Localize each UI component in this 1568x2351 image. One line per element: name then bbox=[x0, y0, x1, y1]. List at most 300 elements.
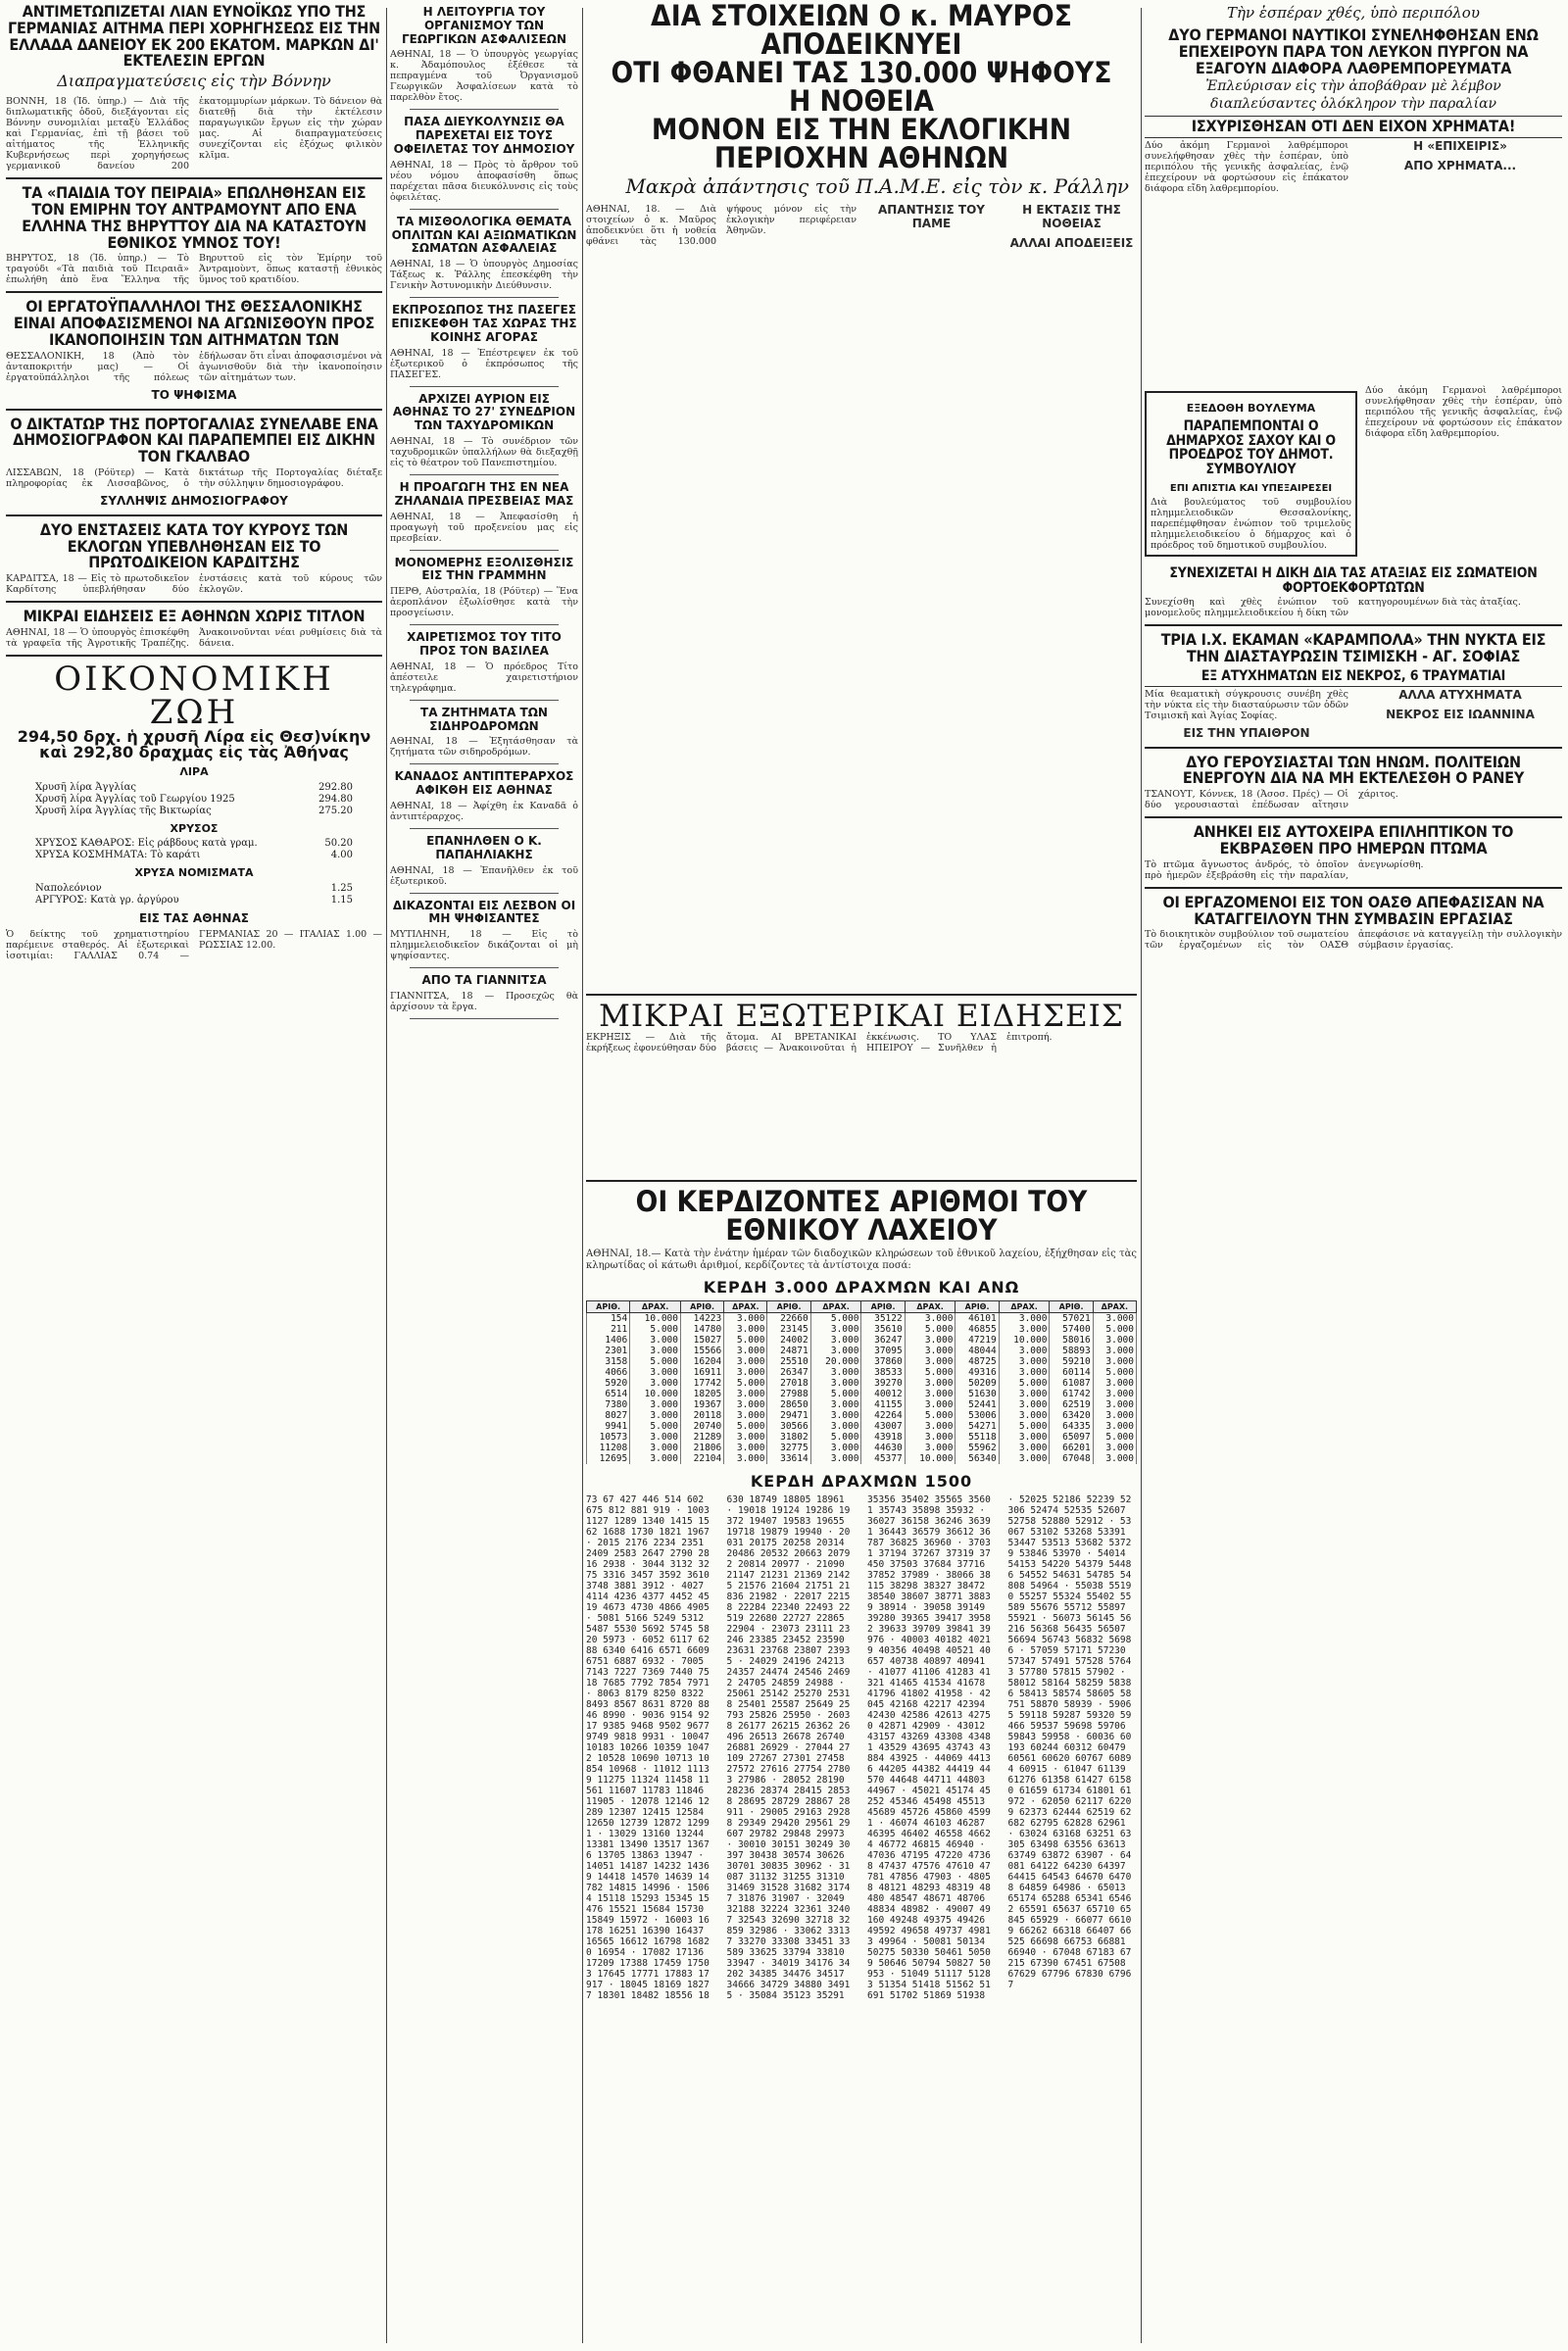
article-thessaloniki-workers bbox=[6, 299, 382, 402]
table-row bbox=[587, 1313, 1137, 1325]
lottery-amount-cell: 5.000 bbox=[810, 1389, 861, 1399]
lottery-header-amount: ΔΡΑΧ. bbox=[810, 1301, 861, 1313]
lottery-number-cell: 51630 bbox=[956, 1389, 999, 1399]
col2-article bbox=[390, 900, 578, 969]
lottery-number-cell: 48044 bbox=[956, 1346, 999, 1356]
lottery-number-cell: 23145 bbox=[767, 1324, 810, 1335]
lottery-header-amount: ΔΡΑΧ. bbox=[999, 1301, 1050, 1313]
lottery-number-cell: 62519 bbox=[1050, 1399, 1093, 1410]
col2-article bbox=[390, 304, 578, 386]
lottery-amount-cell: 3.000 bbox=[630, 1378, 681, 1389]
lottery-amount-cell: 3.000 bbox=[630, 1335, 681, 1346]
economic-rate-value: 294.80 bbox=[318, 793, 353, 805]
economic-rate-value: 4.00 bbox=[330, 850, 353, 861]
col2-article-headline: ΠΑΣΑ ΔΙΕΥΚΟΛΥΝΣΙΣ ΘΑ ΠΑΡΕΧΕΤΑΙ ΕΙΣ ΤΟΥΣ ΟΦΕΙΛΕΤΑΣ ΤΟΥ ΔΗΜΟΣΙΟΥ bbox=[393, 115, 575, 156]
col2-article-body: ΑΘΗΝΑΙ, 18 — Ὁ ὑπουργὸς γεωργίας κ. Ἀδαμόπουλος ἐξέθεσε τὰ πεπραγμένα τοῦ Ὀργανισμοῦ Γεωργικῶν Ἀσφαλίσεων κατὰ τὸ παρελθὸν ἔτος. bbox=[390, 49, 578, 104]
subhead-embezzlement: ΕΠΙ ΑΠΙΣΤΙΑ ΚΑΙ ΥΠΕΞΑΙΡΕΣΕΙ bbox=[1169, 482, 1333, 494]
lottery-amount-cell: 3.000 bbox=[905, 1335, 956, 1346]
lottery-header-number: ΑΡΙΘ. bbox=[587, 1301, 630, 1313]
lottery-amount-cell: 3.000 bbox=[1093, 1313, 1136, 1325]
economic-rate-row bbox=[6, 838, 382, 850]
table-row bbox=[587, 1324, 1137, 1335]
lottery-amount-cell: 5.000 bbox=[905, 1367, 956, 1378]
lottery-amount-cell: 3.000 bbox=[905, 1421, 956, 1432]
col2-article-body: ΑΘΗΝΑΙ, 18 — Ἀφίχθη ἐκ Καναδᾶ ὁ ἀντιπτέραρχος. bbox=[390, 800, 578, 822]
lottery-number-cell: 2301 bbox=[587, 1346, 630, 1356]
subhead-coast: διαπλεύσαντες ὁλόκληρον τὴν παραλίαν bbox=[1209, 96, 1497, 113]
lottery-header-number: ΑΡΙΘ. bbox=[956, 1301, 999, 1313]
headline-oasth: ΟΙ ΕΡΓΑΖΟΜΕΝΟΙ ΕΙΣ ΤΟΝ ΟΑΣΘ ΑΠΕΦΑΣΙΣΑΝ ΝΑ ΚΑΤΑΓΓΕΙΛΟΥΝ ΤΗΝ ΣΥΜΒΑΣΙΝ ΕΡΓΑΣΙΑΣ bbox=[1162, 892, 1544, 928]
lottery-amount-cell: 3.000 bbox=[999, 1389, 1050, 1399]
lottery-amount-cell: 3.000 bbox=[999, 1346, 1050, 1356]
table-row bbox=[587, 1389, 1137, 1399]
article-lottery bbox=[586, 1185, 1137, 2102]
headline-mavros-1: ΔΙΑ ΣΤΟΙΧΕΙΩΝ Ο κ. ΜΑΥΡΟΣ ΑΠΟΔΕΙΚΝΥΕΙ bbox=[651, 0, 1072, 61]
lottery-number-cell: 39270 bbox=[861, 1378, 905, 1389]
lottery-numbers-1500: 73 67 427 446 514 602 675 812 881 919 · 1003 1127 1289 1340 1415 1562 1688 1730 1821 1967 · 2015 2176 2234 2351 2409 2583 2647 2790 2816 2938 · 3044 3132 3275 3316 3457 3592 3610 3748 3881 3912 · 4027 4114 4236 4377 4452 4519 4673 4730 4866 4905 · 5081 5166 5249 5312 5487 5530 5692 5745 5820 5973 · 6052 6117 6288 6340 6416 6571 6609 6751 6887 6932 · 7005 7143 7227 7369 7440 7518 7685 7792 7854 7971 · 8063 8179 8250 8322 8493 8567 8631 8720 8846 8990 · 9036 9154 9217 9385 9468 9502 9677 9749 9818 9931 · 10047 10183 10266 10359 10472 10528 10690 10713 10854 10968 · 11012 11139 11275 11324 11458 11561 11607 11783 11846 11905 · 12078 12146 12289 12307 12415 12584 12650 12739 12872 12991 · 13029 13160 13244 13381 13490 13517 13676 13705 13863 13947 · 14051 14187 14232 14369 14418 14570 14639 14782 14815 14996 · 15064 15118 15293 15345 15476 15521 15684 15730 15849 15972 · 16003 16178 16251 16390 16437 16565 16612 16798 16820 16954 · 17082 17136 17209 17388 17459 17503 17645 17771 17883 17917 · 18045 18169 18277 18301 18482 18556 18630 18749 18805 18961 · 19018 19124 19286 19372 19407 19583 19655 19718 19879 19940 · 20031 20175 20258 20314 20486 20532 20663 20792 20814 20977 · 21090 21147 21231 21369 21425 21576 21604 21751 21836 21982 · 22017 22158 22284 22340 22493 22519 22680 22727 22865 22904 · 23073 23111 23246 23385 23452 23590 23631 23768 23807 23935 · 24029 24196 24213 24357 24474 24546 24692 24705 24859 24988 · 25061 25142 25270 25318 25401 25587 25649 25793 25826 25950 · 26038 26177 26215 26362 26496 26513 26678 26740 26881 26929 · 27044 27109 27267 27301 27458 27572 27616 27754 27803 27986 · 28052 28190 28236 28374 28415 28538 28695 28729 28867 28911 · 29005 29163 29288 29349 29420 29561 29607 29782 29848 29973 · 30010 30151 30249 30397 30438 30574 30626 30701 30835 30962 · 31087 31132 31255 31310 31469 31528 31682 31747 31876 31907 · 32049 32188 32224 32361 32407 32543 32690 32718 32859 32986 · 33062 33137 33270 33308 33451 33589 33625 33794 33810 33947 · 34019 34176 34202 34385 34476 34517 34666 34729 34880 34915 · 35084 35123 35291 35356 35402 35565 35601 35743 35898 35932 · 36027 36158 36246 36391 36443 36579 36612 36787 36825 36960 · 37031 37194 37267 37319 37450 37503 37684 37716 37852 37989 · 38066 38115 38298 38327 38472 38540 38607 38771 38839 38914 · 39058 39149 39280 39365 39417 39582 39633 39709 39841 39976 · 40003 40182 40219 40356 40498 40521 40657 40738 40897 40941 · 41077 41106 41283 41321 41465 41534 41678 41796 41802 41958 · 42045 42168 42217 42394 42430 42586 42613 42750 42871 42909 · 43012 43157 43269 43308 43481 43529 43695 43743 43884 43925 · 44069 44136 44205 44382 44419 44570 44648 44711 44803 44967 · 45021 45174 45252 45346 45498 45513 45689 45726 45860 45991 · 46074 46103 46287 46395 46402 46558 46624 46772 46815 46940 · 47036 47195 47220 47368 47437 47576 47610 47781 47856 47903 · 48058 48121 48293 48319 48480 48547 48671 48706 48834 48982 · 49007 49160 49248 49375 49426 49592 49658 49737 49813 49964 · 50081 50134 50275 50330 50461 50509 50646 50794 50827 50953 · 51049 51117 51283 51354 51418 51562 51691 51702 51869 51938 · 52025 52186 52239 52306 52474 52535 52607 52758 52880 52912 · 53067 53102 53268 53391 53447 53513 53682 53729 53846 53970 · 54014 54153 54220 54379 54486 54552 54631 54785 54808 54964 · 55038 55190 55257 55324 55402 55589 55676 55712 55897 55921 · 56073 56145 56216 56368 56435 56507 56694 56743 56832 56986 · 57059 57171 57230 57347 57491 57528 57643 57780 57815 57902 · 58012 58164 58259 58386 58413 58574 58605 58751 58870 58939 · 59065 59118 59287 59320 59466 59537 59698 59706 59843 59958 · 60036 60193 60244 60312 60479 60561 60620 60767 60894 60915 · 61047 61139 61276 61358 61427 61580 61659 61734 61801 61972 · 62050 62117 62209 62373 62444 62519 62682 62795 62828 62961 · 63024 63168 63251 63305 63498 63556 63613 63749 63872 63907 · 64081 64122 64230 64397 64415 64543 64670 64708 64859 64986 · 65013 65174 65288 65341 65462 65591 65637 65710 65845 65929 · 66077 66109 66262 66318 66407 66525 66698 66753 66881 66940 · 67048 67183 67215 67390 67451 67508 67629 67796 67830 67967 bbox=[586, 1494, 1132, 2001]
subtitle-arrest: ΣΥΛΛΗΨΙΣ ΔΗΜΟΣΙΟΓΡΑΦΟΥ bbox=[100, 493, 288, 508]
lottery-header-amount: ΔΡΑΧ. bbox=[1093, 1301, 1136, 1313]
body-german-loan: ΒΟΝΝΗ, 18 (Ἰδ. ὑπηρ.) — Διὰ τῆς διπλωματικῆς ὁδοῦ, διεξάγονται εἰς Βόννην συνομιλίαι μεταξὺ Ἑλλάδος καὶ Γερμανίας, ἐπὶ τῇ βάσει τοῦ αἰτήματος τῆς Ἑλληνικῆς Κυβερνήσεως περὶ χορηγήσεως γερμανικοῦ δανείου 200 ἑκατομμυρίων μάρκων. Τὸ δάνειον θὰ διατεθῇ διὰ τὴν ἐκτέλεσιν παραγωγικῶν ἔργων εἰς τὴν χώραν μας. Αἱ διαπραγματεύσεις συνεχίζονται εἰς ἐξόχως φιλικὸν κλῖμα. bbox=[6, 96, 382, 172]
col2-article-body: ΑΘΗΝΑΙ, 18 — Ἀπεφασίσθη ἡ προαγωγὴ τοῦ προξενείου μας εἰς πρεσβείαν. bbox=[390, 511, 578, 544]
top-italic-line: Τὴν ἑσπέραν χθές, ὑπὸ περιπόλου bbox=[1227, 4, 1480, 22]
lottery-amount-cell: 3.000 bbox=[999, 1313, 1050, 1325]
lottery-amount-cell: 3.000 bbox=[1093, 1443, 1136, 1453]
col2-article bbox=[390, 770, 578, 829]
lottery-amount-cell: 3.000 bbox=[999, 1453, 1050, 1464]
lottery-number-cell: 18205 bbox=[681, 1389, 724, 1399]
lottery-number-cell: 15027 bbox=[681, 1335, 724, 1346]
table-row bbox=[587, 1367, 1137, 1378]
economic-life-title: ΟΙΚΟΝΟΜΙΚΗ ΖΩΗ bbox=[54, 659, 334, 732]
col2-article-headline: ΑΡΧΙΖΕΙ ΑΥΡΙΟΝ ΕΙΣ ΑΘΗΝΑΣ ΤΟ 27' ΣΥΝΕΔΡΙΟΝ ΤΩΝ ΤΑΧΥΔΡΟΜΙΚΩΝ bbox=[392, 391, 576, 433]
lottery-number-cell: 14780 bbox=[681, 1324, 724, 1335]
headline-porters: ΣΥΝΕΧΙΖΕΤΑΙ Η ΔΙΚΗ ΔΙΑ ΤΑΣ ΑΤΑΞΙΑΣ ΕΙΣ ΣΩΜΑΤΕΙΟΝ ΦΟΡΤΟΕΚΦΟΡΤΩΤΩΝ bbox=[1169, 565, 1538, 596]
subtitle-other-accidents: ΑΛΛΑ ΑΤΥΧΗΜΑΤΑ bbox=[1398, 687, 1522, 702]
col2-article-body: ΑΘΗΝΑΙ, 18 — Ὁ πρόεδρος Τίτο ἀπέστειλε χαιρετιστήριον τηλεγράφημα. bbox=[390, 661, 578, 694]
lottery-number-cell: 54271 bbox=[956, 1421, 999, 1432]
lottery-number-cell: 26347 bbox=[767, 1367, 810, 1378]
lottery-amount-cell: 3.000 bbox=[999, 1443, 1050, 1453]
table-row bbox=[587, 1356, 1137, 1367]
lottery-number-cell: 27018 bbox=[767, 1378, 810, 1389]
lottery-amount-cell: 5.000 bbox=[905, 1410, 956, 1421]
lottery-amount-cell: 3.000 bbox=[810, 1410, 861, 1421]
lottery-amount-cell: 5.000 bbox=[630, 1324, 681, 1335]
col2-article-body: ΑΘΗΝΑΙ, 18 — Ἐπέστρεψεν ἐκ τοῦ ἐξωτερικοῦ ὁ ἐκπρόσωπος τῆς ΠΑΣΕΓΕΣ. bbox=[390, 347, 578, 380]
col2-article-headline: ΧΑΙΡΕΤΙΣΜΟΣ ΤΟΥ ΤΙΤΟ ΠΡΟΣ ΤΟΝ ΒΑΣΙΛΕΑ bbox=[407, 630, 562, 658]
lottery-number-cell: 16911 bbox=[681, 1367, 724, 1378]
lottery-amount-cell: 5.000 bbox=[724, 1421, 767, 1432]
lottery-number-cell: 53006 bbox=[956, 1410, 999, 1421]
lottery-amount-cell: 3.000 bbox=[630, 1432, 681, 1443]
lottery-number-cell: 154 bbox=[587, 1313, 630, 1325]
table-row bbox=[587, 1432, 1137, 1443]
lottery-number-cell: 17742 bbox=[681, 1378, 724, 1389]
body-piraeus-song: ΒΗΡΥΤΟΣ, 18 (Ἰδ. ὑπηρ.) — Τὸ τραγούδι «Τὰ παιδιὰ τοῦ Πειραιᾶ» ἐπωλήθη ἀπὸ ἕνα Ἕλληνα τῆς Βηρυττοῦ εἰς τὸν Ἐμίρην τοῦ Ἀντραμοὺντ, ὅπως καταστῇ ἐθνικὸς ὕμνος τοῦ κρατιδίου. bbox=[6, 253, 382, 286]
lottery-amount-cell: 3.000 bbox=[810, 1453, 861, 1464]
economic-rate-value: 50.20 bbox=[324, 838, 353, 850]
lottery-number-cell: 32775 bbox=[767, 1443, 810, 1453]
lottery-number-cell: 3158 bbox=[587, 1356, 630, 1367]
lottery-number-cell: 9941 bbox=[587, 1421, 630, 1432]
col2-article-headline: ΤΑ ΜΙΣΘΟΛΟΓΙΚΑ ΘΕΜΑΤΑ ΟΠΛΙΤΩΝ ΚΑΙ ΑΞΙΩΜΑΤΙΚΩΝ ΣΩΜΑΤΩΝ ΑΣΦΑΛΕΙΑΣ bbox=[391, 214, 577, 256]
lottery-number-cell: 20118 bbox=[681, 1410, 724, 1421]
lottery-amount-cell: 3.000 bbox=[630, 1443, 681, 1453]
subtitle-countryside: ΕΙΣ ΤΗΝ ΥΠΑΙΘΡΟΝ bbox=[1183, 725, 1310, 740]
lottery-number-cell: 49316 bbox=[956, 1367, 999, 1378]
col2-article-body: ΜΥΤΙΛΗΝΗ, 18 — Εἰς τὸ πλημμελειοδικεῖον δικάζονται οἱ μὴ ψηφίσαντες. bbox=[390, 929, 578, 962]
body-mavros: ΑΘΗΝΑΙ, 18. — Διὰ στοιχείων ὁ κ. Μαῦρος ἀποδεικνύει ὅτι ἡ νοθεία φθάνει τὰς 130.000 ψήφους μόνον εἰς τὴν ἐκλογικὴν περιφέρειαν Ἀθηνῶν. ΑΠΑΝΤΗΣΙΣ ΤΟΥ ΠΑΜΕ Η ΕΚΤΑΣΙΣ ΤΗΣ ΝΟΘΕΙΑΣ ΑΛΛΑΙ ΑΠΟΔΕΙΞΕΙΣ bbox=[586, 204, 1137, 988]
lottery-number-cell: 6514 bbox=[587, 1389, 630, 1399]
col2-article-headline: Η ΠΡΟΑΓΩΓΗ ΤΗΣ ΕΝ ΝΕΑ ΖΗΛΑΝΔΙΑ ΠΡΕΣΒΕΙΑΣ ΜΑΣ bbox=[394, 479, 574, 508]
lottery-number-cell: 35122 bbox=[861, 1313, 905, 1325]
economic-footer-title: ΕΙΣ ΤΑΣ ΑΘΗΝΑΣ bbox=[139, 910, 249, 925]
col2-article-body: ΑΘΗΝΑΙ, 18 — Ὁ ὑπουργὸς Δημοσίας Τάξεως κ. Ῥάλλης ἐπεσκέφθη τὴν Γενικὴν Ἀστυνομικὴν Διεύθυνσιν. bbox=[390, 259, 578, 292]
economic-rate-label: Χρυσῆ λίρα Ἀγγλίας bbox=[35, 781, 136, 793]
column-4 bbox=[1145, 0, 1562, 2351]
lottery-number-cell: 65097 bbox=[1050, 1432, 1093, 1443]
lottery-number-cell: 59210 bbox=[1050, 1356, 1093, 1367]
lottery-amount-cell: 5.000 bbox=[810, 1432, 861, 1443]
economic-rate-row bbox=[6, 782, 382, 794]
lottery-amount-cell: 3.000 bbox=[724, 1367, 767, 1378]
lottery-amount-cell: 3.000 bbox=[630, 1367, 681, 1378]
lottery-title-3000: ΚΕΡΔΗ 3.000 ΔΡΑΧΜΩΝ ΚΑΙ ΑΝΩ bbox=[703, 1278, 1020, 1297]
lottery-number-cell: 24871 bbox=[767, 1346, 810, 1356]
lottery-amount-cell: 3.000 bbox=[1093, 1356, 1136, 1367]
table-row bbox=[587, 1378, 1137, 1389]
lottery-number-cell: 46101 bbox=[956, 1313, 999, 1325]
body-porters: Συνεχίσθη καὶ χθὲς ἐνώπιον τοῦ μονομελοῦς πλημμελειοδικείου ἡ δίκη τῶν κατηγορουμένων διὰ τὰς ἀταξίας. bbox=[1145, 597, 1521, 619]
lottery-amount-cell: 5.000 bbox=[810, 1313, 861, 1325]
lottery-amount-cell: 10.000 bbox=[630, 1313, 681, 1325]
lottery-number-cell: 27988 bbox=[767, 1389, 810, 1399]
col2-article-body: ΓΙΑΝΝΙΤΣΑ, 18 — Προσεχῶς θὰ ἀρχίσουν τὰ ἔργα. bbox=[390, 990, 578, 1012]
subtitle-ioannina: ΝΕΚΡΟΣ ΕΙΣ ΙΩΑΝΝΙΝΑ bbox=[1386, 707, 1535, 721]
lottery-number-cell: 55118 bbox=[956, 1432, 999, 1443]
lottery-amount-cell: 3.000 bbox=[1093, 1346, 1136, 1356]
col2-article-headline: ΤΑ ΖΗΤΗΜΑΤΑ ΤΩΝ ΣΙΔΗΡΟΔΡΟΜΩΝ bbox=[420, 705, 548, 733]
col2-article-headline: ΔΙΚΑΖΟΝΤΑΙ ΕΙΣ ΛΕΣΒΟΝ ΟΙ ΜΗ ΨΗΦΙΣΑΝΤΕΣ bbox=[392, 898, 576, 926]
lottery-amount-cell: 3.000 bbox=[1093, 1410, 1136, 1421]
lottery-number-cell: 45377 bbox=[861, 1453, 905, 1464]
column-1 bbox=[6, 0, 382, 2351]
economic-footer-text: Ὁ δείκτης τοῦ χρηματιστηρίου παρέμεινε σταθερός. Αἱ ἐξωτερικαὶ ἰσοτιμίαι: ΓΑΛΛΙΑΣ 0.74 — ΓΕΡΜΑΝΙΑΣ 20 — ΙΤΑΛΙΑΣ 1.00 — ΡΩΣΣΙΑΣ 12.00. bbox=[6, 928, 382, 961]
lottery-amount-cell: 3.000 bbox=[810, 1324, 861, 1335]
lottery-amount-cell: 3.000 bbox=[630, 1399, 681, 1410]
col2-article-body: ΑΘΗΝΑΙ, 18 — Τὸ συνέδριον τῶν ταχυδρομικῶν ὑπαλλήλων θὰ διεξαχθῇ εἰς τὸ θέατρον τοῦ Πανεπιστημίου. bbox=[390, 435, 578, 468]
economic-rate-label: Χρυσῆ λίρα Ἀγγλίας τῆς Βικτωρίας bbox=[35, 805, 212, 816]
lottery-amount-cell: 3.000 bbox=[810, 1443, 861, 1453]
lottery-amount-cell: 3.000 bbox=[810, 1378, 861, 1389]
article-corpse bbox=[1145, 824, 1562, 881]
headline-corpse: ΑΝΗΚΕΙ ΕΙΣ ΑΥΤΟΧΕΙΡΑ ΕΠΙΛΗΠΤΙΚΟΝ ΤΟ ΕΚΒΡΑΣΘΕΝ ΠΡΟ ΗΜΕΡΩΝ ΠΤΩΜΑ bbox=[1193, 822, 1514, 857]
col2-article bbox=[390, 116, 578, 209]
lottery-number-cell: 40012 bbox=[861, 1389, 905, 1399]
lottery-amount-cell: 10.000 bbox=[999, 1335, 1050, 1346]
economic-rate-label: ΧΡΥΣΑ ΚΟΣΜΗΜΑΤΑ: Τὸ καράτι bbox=[35, 850, 201, 861]
body-foreign-news: ΕΚΡΗΞΙΣ — Διὰ τῆς ἐκρήξεως ἐφονεύθησαν δύο ἄτομα. ΑΙ ΒΡΕΤΑΝΙΚΑΙ βάσεις — Ἀνακοινοῦται ἡ ἐκκένωσις. ΤΟ ΥΛΑΣ ΗΠΕΙΡΟΥ — Συνῆλθεν ἡ ἐπιτροπή. bbox=[586, 1032, 1053, 1053]
col2-article-headline: ΚΑΝΑΔΟΣ ΑΝΤΙΠΤΕΡΑΡΧΟΣ ΑΦΙΚΘΗ ΕΙΣ ΑΘΗΝΑΣ bbox=[394, 769, 574, 798]
lottery-amount-cell: 3.000 bbox=[1093, 1399, 1136, 1410]
article-senators bbox=[1145, 752, 1562, 811]
lottery-number-cell: 8027 bbox=[587, 1410, 630, 1421]
lottery-amount-cell: 5.000 bbox=[724, 1335, 767, 1346]
economic-life-section bbox=[6, 659, 382, 961]
lottery-number-cell: 21806 bbox=[681, 1443, 724, 1453]
table-row bbox=[587, 1399, 1137, 1410]
lottery-number-cell: 61742 bbox=[1050, 1389, 1093, 1399]
lottery-amount-cell: 3.000 bbox=[1093, 1378, 1136, 1389]
lottery-amount-cell: 3.000 bbox=[724, 1453, 767, 1464]
economic-section-title: ΧΡΥΣΟΣ bbox=[170, 821, 219, 835]
body-german-sailors: Δύο ἀκόμη Γερμανοὶ λαθρέμποροι συνελήφθησαν χθὲς τὴν ἑσπέραν, ὑπὸ περιπόλου τῆς γενικῆς ἀσφαλείας, ἐνῷ ἐπεχείρουν νὰ φορτώσουν εἰς ἐπάκατον διάφορα εἴδη λαθρεμπορίου. Η «ΕΠΙΧΕΙΡΙΣ» ΑΠΟ ΧΡΗΜΑΤΑ... bbox=[1145, 140, 1562, 385]
lottery-amount-cell: 3.000 bbox=[1093, 1453, 1136, 1464]
headline-mavros-3: ΜΟΝΟΝ ΕΙΣ ΤΗΝ ΕΚΛΟΓΙΚΗΝ ΠΕΡΙΟΧΗΝ ΑΘΗΝΩΝ bbox=[651, 113, 1072, 174]
lottery-amount-cell: 5.000 bbox=[630, 1421, 681, 1432]
table-row bbox=[587, 1335, 1137, 1346]
lottery-number-cell: 58893 bbox=[1050, 1346, 1093, 1356]
lottery-amount-cell: 3.000 bbox=[630, 1453, 681, 1464]
lottery-number-cell: 12695 bbox=[587, 1453, 630, 1464]
lottery-amount-cell: 5.000 bbox=[1093, 1432, 1136, 1443]
lottery-header-number: ΑΡΙΘ. bbox=[767, 1301, 810, 1313]
subtitle-money: ΑΠΟ ΧΡΗΜΑΤΑ... bbox=[1403, 158, 1517, 172]
table-row bbox=[587, 1443, 1137, 1453]
lottery-number-cell: 42264 bbox=[861, 1410, 905, 1421]
lottery-number-cell: 36247 bbox=[861, 1335, 905, 1346]
lottery-amount-cell: 5.000 bbox=[1093, 1367, 1136, 1378]
lottery-amount-cell: 10.000 bbox=[905, 1453, 956, 1464]
lottery-amount-cell: 3.000 bbox=[810, 1346, 861, 1356]
lottery-amount-cell: 3.000 bbox=[999, 1324, 1050, 1335]
headline-karditsa: ΔΥΟ ΕΝΣΤΑΣΕΙΣ ΚΑΤΑ ΤΟΥ ΚΥΡΟΥΣ ΤΩΝ ΕΚΛΟΓΩΝ ΥΠΕΒΛΗΘΗΣΑΝ ΕΙΣ ΤΟ ΠΡΩΤΟΔΙΚΕΙΟΝ ΚΑΡΔΙΤΣΗΣ bbox=[39, 519, 349, 572]
lottery-number-cell: 15566 bbox=[681, 1346, 724, 1356]
col2-article-headline: ΕΠΑΝΗΛΘΕΝ Ο Κ. ΠΑΠΑΗΛΙΑΚΗΣ bbox=[426, 833, 542, 861]
lottery-amount-cell: 5.000 bbox=[905, 1324, 956, 1335]
lottery-amount-cell: 3.000 bbox=[724, 1432, 767, 1443]
article-athens-short bbox=[6, 609, 382, 649]
lottery-header-amount: ΔΡΑΧ. bbox=[630, 1301, 681, 1313]
lottery-amount-cell: 3.000 bbox=[724, 1356, 767, 1367]
lottery-number-cell: 29471 bbox=[767, 1410, 810, 1421]
col2-article bbox=[390, 835, 578, 894]
economic-section-title: ΧΡΥΣΑ ΝΟΜΙΣΜΑΤΑ bbox=[134, 866, 254, 880]
column-2-articles bbox=[390, 6, 578, 1019]
economic-rate-row bbox=[6, 883, 382, 895]
lottery-number-cell: 43918 bbox=[861, 1432, 905, 1443]
lottery-amount-cell: 10.000 bbox=[630, 1389, 681, 1399]
lottery-amount-cell: 3.000 bbox=[810, 1367, 861, 1378]
economic-rate-row bbox=[6, 794, 382, 806]
strip-no-money: ΙΣΧΥΡΙΣΘΗΣΑΝ ΟΤΙ ΔΕΝ ΕΙΧΟΝ ΧΡΗΜΑΤΑ! bbox=[1145, 116, 1562, 138]
lottery-number-cell: 50209 bbox=[956, 1378, 999, 1389]
lottery-amount-cell: 3.000 bbox=[1093, 1389, 1136, 1399]
subtitle-enterprise: Η «ΕΠΙΧΕΙΡΙΣ» bbox=[1413, 140, 1507, 154]
body-senators: ΤΣΑΝΟΥΤ, Κόννεκ, 18 (Ἀσοσ. Πρές) — Οἱ δύο γερουσιασταὶ ἐπέδωσαν αἴτησιν χάριτος. bbox=[1145, 789, 1398, 811]
subhead-accidents: ΕΞ ΑΤΥΧΗΜΑΤΩΝ ΕΙΣ ΝΕΚΡΟΣ, 6 ΤΡΑΥΜΑΤΙΑΙ bbox=[1145, 669, 1562, 687]
lottery-amount-cell: 3.000 bbox=[905, 1346, 956, 1356]
economic-rate-value: 275.20 bbox=[318, 805, 353, 816]
headline-lottery: ΟΙ ΚΕΡΔΙΖΟΝΤΕΣ ΑΡΙΘΜΟΙ ΤΟΥ ΕΘΝΙΚΟΥ ΛΑΧΕΙΟΥ bbox=[635, 1185, 1088, 1247]
table-row bbox=[587, 1453, 1137, 1464]
col2-article-body: ΠΕΡΘ, Αὐστραλία, 18 (Ρόϋτερ) — Ἕνα ἀεροπλάνον ἐξωλίσθησε κατὰ τὴν προσγείωσιν. bbox=[390, 586, 578, 619]
lottery-amount-cell: 3.000 bbox=[724, 1313, 767, 1325]
lottery-number-cell: 63420 bbox=[1050, 1410, 1093, 1421]
lottery-amount-cell: 3.000 bbox=[999, 1432, 1050, 1443]
body-thessaloniki-workers: ΘΕΣΣΑΛΟΝΙΚΗ, 18 (Ἀπὸ τὸν ἀνταποκριτήν μας) — Οἱ ἐργατοϋπάλληλοι τῆς πόλεως ἐδήλωσαν ὅτι εἶναι ἀποφασισμένοι νὰ ἀγωνισθοῦν διὰ τὴν ἱκανοποίησιν τῶν αἰτημάτων των. bbox=[6, 350, 382, 383]
article-portugal bbox=[6, 416, 382, 509]
economic-rate-label: ΧΡΥΣΟΣ ΚΑΘΑΡΟΣ: Εἰς ράβδους κατὰ γραμ. bbox=[35, 838, 258, 850]
lottery-number-cell: 30566 bbox=[767, 1421, 810, 1432]
article-piraeus-song bbox=[6, 185, 382, 285]
headline-athens-short: ΜΙΚΡΑΙ ΕΙΔΗΣΕΙΣ ΕΞ ΑΘΗΝΩΝ ΧΩΡΙΣ ΤΙΤΛΟΝ bbox=[23, 607, 366, 626]
article-porters bbox=[1145, 566, 1562, 618]
lottery-amount-cell: 3.000 bbox=[905, 1356, 956, 1367]
col2-article bbox=[390, 216, 578, 298]
col2-article-body: ΑΘΗΝΑΙ, 18 — Ἐξητάσθησαν τὰ ζητήματα τῶν σιδηροδρόμων. bbox=[390, 736, 578, 759]
lottery-number-cell: 22660 bbox=[767, 1313, 810, 1325]
lottery-number-cell: 64335 bbox=[1050, 1421, 1093, 1432]
economic-rate-label: Χρυσῆ λίρα Ἀγγλίας τοῦ Γεωργίου 1925 bbox=[35, 793, 235, 805]
article-foreign-news bbox=[586, 999, 1137, 1174]
economic-rate-value: 1.15 bbox=[330, 894, 353, 906]
lottery-number-cell: 55962 bbox=[956, 1443, 999, 1453]
col2-article bbox=[390, 6, 578, 110]
lottery-amount-cell: 3.000 bbox=[724, 1389, 767, 1399]
article-carambola bbox=[1145, 632, 1562, 740]
economic-rate-label: ΑΡΓΥΡΟΣ: Κατὰ γρ. ἀργύρου bbox=[35, 894, 179, 906]
body-athens-short: ΑΘΗΝΑΙ, 18 — Ὁ ὑπουργὸς ἐπισκέφθη τὰ γραφεῖα τῆς Ἀγροτικῆς Τραπέζης. Ἀνακοινοῦνται νέαι ρυθμίσεις διὰ τὰ δάνεια. bbox=[6, 626, 382, 649]
lottery-amount-cell: 3.000 bbox=[905, 1313, 956, 1325]
body-carambola: Μία θεαματικὴ σύγκρουσις συνέβη χθὲς τὴν νύκτα εἰς τὴν διασταύρωσιν τῶν ὁδῶν Τσιμισκῆ καὶ Ἁγίας Σοφίας. ΕΙΣ ΤΗΝ ΥΠΑΙΘΡΟΝ ΑΛΛΑ ΑΤΥΧΗΜΑΤΑ ΝΕΚΡΟΣ ΕΙΣ ΙΩΑΝΝΙΝΑ bbox=[1145, 689, 1562, 741]
lottery-number-cell: 37860 bbox=[861, 1356, 905, 1367]
body-corpse: Τὸ πτῶμα ἄγνωστος ἀνδρός, τὸ ὁποῖον πρὸ ἡμερῶν ἐξεβράσθη εἰς τὴν παραλίαν, ἀνεγνωρίσθη. bbox=[1145, 858, 1424, 881]
lottery-number-cell: 46855 bbox=[956, 1324, 999, 1335]
lottery-amount-cell: 3.000 bbox=[905, 1378, 956, 1389]
article-german-sailors bbox=[1145, 27, 1562, 385]
lottery-amount-cell: 3.000 bbox=[810, 1335, 861, 1346]
subhead-pame: Μακρὰ ἀπάντησις τοῦ Π.Α.Μ.Ε. εἰς τὸν κ. Ράλλην bbox=[625, 174, 1129, 198]
headline-carambola: ΤΡΙΑ Ι.Χ. ΕΚΑΜΑΝ «ΚΑΡΑΜΠΟΛΑ» ΤΗΝ ΝΥΚΤΑ ΕΙΣ ΤΗΝ ΔΙΑΣΤΑΥΡΩΣΙΝ ΤΣΙΜΙΣΚΗ - ΑΓ. ΣΟΦΙΑΣ bbox=[1160, 630, 1546, 666]
lottery-amount-cell: 20.000 bbox=[810, 1356, 861, 1367]
col2-article-headline: ΑΠΟ ΤΑ ΓΙΑΝΝΙΤΣΑ bbox=[421, 973, 547, 988]
headline-mayor: ΠΑΡΑΠΕΜΠΟΝΤΑΙ Ο ΔΗΜΑΡΧΟΣ ΣΑΧΟΥ ΚΑΙ Ο ΠΡΟΕΔΡΟΣ ΤΟΥ ΔΗΜΟΤ. ΣΥΜΒΟΥΛΙΟΥ bbox=[1166, 417, 1336, 477]
lottery-amount-cell: 3.000 bbox=[999, 1356, 1050, 1367]
lottery-amount-cell: 3.000 bbox=[724, 1324, 767, 1335]
headline-german-loan: ΑΝΤΙΜΕΤΩΠΙΖΕΤΑΙ ΛΙΑΝ ΕΥΝΟΪΚΩΣ ΥΠΟ ΤΗΣ ΓΕΡΜΑΝΙΑΣ ΑΙΤΗΜΑ ΠΕΡΙ ΧΟΡΗΓΗΣΕΩΣ ΕΙΣ ΤΗΝ ΕΛΛΑΔΑ ΔΑΝΕΙΟΥ ΕΚ 200 ΕΚΑΤΟΜ. ΜΑΡΚΩΝ ΔΙ' ΕΚΤΕΛΕΣΙΝ ΕΡΓΩΝ bbox=[8, 2, 380, 71]
lottery-number-cell: 47219 bbox=[956, 1335, 999, 1346]
col2-article bbox=[390, 974, 578, 1019]
article-german-loan bbox=[6, 4, 382, 171]
lottery-number-cell: 19367 bbox=[681, 1399, 724, 1410]
lottery-number-cell: 14223 bbox=[681, 1313, 724, 1325]
lottery-table-3000 bbox=[586, 1300, 1137, 1464]
col2-article bbox=[390, 707, 578, 765]
lottery-amount-cell: 3.000 bbox=[1093, 1335, 1136, 1346]
lottery-header-amount: ΔΡΑΧ. bbox=[724, 1301, 767, 1313]
col2-article-headline: ΜΟΝΟΜΕΡΗΣ ΕΞΟΛΙΣΘΗΣΙΣ ΕΙΣ ΤΗΝ ΓΡΑΜΜΗΝ bbox=[394, 555, 574, 583]
lottery-number-cell: 7380 bbox=[587, 1399, 630, 1410]
economic-life-line1: 294,50 δρχ. ἡ χρυσῆ Λίρα εἰς Θεσ)νίκην bbox=[17, 726, 371, 746]
lottery-amount-cell: 5.000 bbox=[724, 1378, 767, 1389]
lottery-number-cell: 20740 bbox=[681, 1421, 724, 1432]
side-continuation bbox=[1365, 385, 1562, 563]
lottery-amount-cell: 3.000 bbox=[724, 1410, 767, 1421]
lottery-amount-cell: 5.000 bbox=[999, 1421, 1050, 1432]
subtitle-fraud: Η ΕΚΤΑΣΙΣ ΤΗΣ ΝΟΘΕΙΑΣ bbox=[1022, 204, 1121, 230]
lottery-title-1500: ΚΕΡΔΗ ΔΡΑΧΜΩΝ 1500 bbox=[750, 1472, 973, 1491]
headline-thessaloniki-workers: ΟΙ ΕΡΓΑΤΟΫΠΑΛΛΗΛΟΙ ΤΗΣ ΘΕΣΣΑΛΟΝΙΚΗΣ ΕΙΝΑΙ ΑΠΟΦΑΣΙΣΜΕΝΟΙ ΝΑ ΑΓΩΝΙΣΘΟΥΝ ΠΡΟΣ ΙΚΑΝΟΠΟΙΗΣΙΝ ΤΩΝ ΑΙΤΗΜΑΤΩΝ ΤΩΝ bbox=[13, 297, 375, 349]
col2-article-body: ΑΘΗΝΑΙ, 18 — Πρὸς τὸ ἄρθρον τοῦ νέου νόμου ἀποφασίσθη ὅπως παρέχεται πᾶσα διευκόλυνσις εἰς τοὺς ὀφειλέτας. bbox=[390, 159, 578, 203]
article-oasth bbox=[1145, 892, 1562, 952]
economic-section-title: ΛΙΡΑ bbox=[179, 764, 209, 778]
box-label: ΕΞΕΔΟΘΗ ΒΟΥΛΕΥΜΑ bbox=[1186, 402, 1316, 416]
lottery-number-cell: 48725 bbox=[956, 1356, 999, 1367]
lottery-amount-cell: 3.000 bbox=[630, 1410, 681, 1421]
col2-article bbox=[390, 631, 578, 701]
headline-foreign-news: ΜΙΚΡΑΙ ΕΞΩΤΕΡΙΚΑΙ ΕΙΔΗΣΕΙΣ bbox=[599, 999, 1124, 1034]
headline-mavros-2: ΟΤΙ ΦΘΑΝΕΙ ΤΑΣ 130.000 ΨΗΦΟΥΣ Η ΝΟΘΕΙΑ bbox=[611, 56, 1112, 118]
body-mayor: Διὰ βουλεύματος τοῦ συμβουλίου πλημμελειοδικῶν Θεσσαλονίκης, παρεπέμφθησαν ἐνώπιον τοῦ τριμελοῦς πλημμελειοδικείου ὁ δήμαρχος καὶ ὁ πρόεδρος τοῦ δημοτικοῦ συμβουλίου. bbox=[1151, 497, 1351, 552]
lottery-amount-cell: 3.000 bbox=[630, 1346, 681, 1356]
lottery-amount-cell: 3.000 bbox=[999, 1399, 1050, 1410]
lottery-amount-cell: 5.000 bbox=[999, 1378, 1050, 1389]
table-row bbox=[587, 1421, 1137, 1432]
lottery-amount-cell: 3.000 bbox=[905, 1432, 956, 1443]
lottery-number-cell: 44630 bbox=[861, 1443, 905, 1453]
headline-portugal: Ο ΔΙΚΤΑΤΩΡ ΤΗΣ ΠΟΡΤΟΓΑΛΙΑΣ ΣΥΝΕΛΑΒΕ ΕΝΑ ΔΗΜΟΣΙΟΓΡΑΦΟΝ ΚΑΙ ΠΑΡΑΠΕΜΠΕΙ ΕΙΣ ΔΙΚΗΝ ΤΟΝ ΓΚΑΛΒΑΟ bbox=[10, 414, 378, 466]
lottery-amount-cell: 3.000 bbox=[999, 1367, 1050, 1378]
economic-rates bbox=[6, 766, 382, 906]
body-oasth: Τὸ διοικητικὸν συμβούλιον τοῦ σωματείου τῶν ἐργαζομένων εἰς τὸν ΟΑΣΘ ἀπεφάσισε νὰ καταγγείλῃ τὴν συλλογικὴν σύμβασιν ἐργασίας. bbox=[1145, 929, 1562, 952]
lottery-number-cell: 66201 bbox=[1050, 1443, 1093, 1453]
lottery-amount-cell: 3.000 bbox=[999, 1410, 1050, 1421]
lottery-number-cell: 67048 bbox=[1050, 1453, 1093, 1464]
lottery-number-cell: 11208 bbox=[587, 1443, 630, 1453]
subhead-boat: Ἐπλεύρισαν εἰς τὴν ἀποβάθραν μὲ λέμβον bbox=[1205, 78, 1501, 95]
article-karditsa bbox=[6, 519, 382, 596]
lottery-number-cell: 37095 bbox=[861, 1346, 905, 1356]
lottery-header-number: ΑΡΙΘ. bbox=[861, 1301, 905, 1313]
column-3 bbox=[586, 0, 1137, 2351]
lottery-number-cell: 58016 bbox=[1050, 1335, 1093, 1346]
lottery-amount-cell: 3.000 bbox=[724, 1443, 767, 1453]
col2-article-body: ΑΘΗΝΑΙ, 18 — Ἐπανῆλθεν ἐκ τοῦ ἐξωτερικοῦ. bbox=[390, 864, 578, 887]
lottery-number-cell: 5920 bbox=[587, 1378, 630, 1389]
economic-rate-label: Ναπολεόνιον bbox=[35, 882, 102, 894]
lottery-number-cell: 41155 bbox=[861, 1399, 905, 1410]
lottery-header-number: ΑΡΙΘ. bbox=[681, 1301, 724, 1313]
lottery-number-cell: 57400 bbox=[1050, 1324, 1093, 1335]
col2-article-headline: Η ΛΕΙΤΟΥΡΓΙΑ ΤΟΥ ΟΡΓΑΝΙΣΜΟΥ ΤΩΝ ΓΕΩΡΓΙΚΩΝ ΑΣΦΑΛΙΣΕΩΝ bbox=[401, 5, 567, 46]
col2-article bbox=[390, 557, 578, 626]
table-row bbox=[587, 1346, 1137, 1356]
lottery-amount-cell: 3.000 bbox=[724, 1346, 767, 1356]
lottery-number-cell: 28650 bbox=[767, 1399, 810, 1410]
lottery-amount-cell: 5.000 bbox=[630, 1356, 681, 1367]
subtitle-resolution: ΤΟ ΨΗΦΙΣΜΑ bbox=[151, 387, 237, 402]
lottery-number-cell: 56340 bbox=[956, 1453, 999, 1464]
lottery-amount-cell: 3.000 bbox=[905, 1399, 956, 1410]
lottery-amount-cell: 3.000 bbox=[810, 1421, 861, 1432]
economic-rate-value: 292.80 bbox=[318, 781, 353, 793]
body-portugal: ΛΙΣΣΑΒΩΝ, 18 (Ρόϋτερ) — Κατὰ πληροφορίας ἐκ Λισσαβῶνος, ὁ δικτάτωρ τῆς Πορτογαλίας διέταξε τὴν σύλληψιν δημοσιογράφου. bbox=[6, 466, 382, 489]
lottery-intro: ΑΘΗΝΑΙ, 18.— Κατὰ τὴν ἐνάτην ἡμέραν τῶν διαδοχικῶν κληρώσεων τοῦ ἐθνικοῦ λαχείου, ἐξήχθησαν εἰς τὰς κληρωτίδας οἱ κάτωθι ἀριθμοί, κερδίζοντες τὰ ἀντίστοιχα ποσά: bbox=[586, 1249, 1137, 1271]
side-text: Δύο ἀκόμη Γερμανοὶ λαθρέμποροι συνελήφθησαν χθὲς τὴν ἑσπέραν, ὑπὸ περιπόλου τῆς γενικῆς ἀσφαλείας, ἐνῷ ἐπεχείρουν νὰ φορτώσουν εἰς ἐπάκατον διάφορα εἴδη λαθρεμπορίου. bbox=[1365, 385, 1562, 440]
economic-life-line2: καὶ 292,80 δραχμὰς εἰς τὰς Ἀθήνας bbox=[39, 742, 349, 761]
